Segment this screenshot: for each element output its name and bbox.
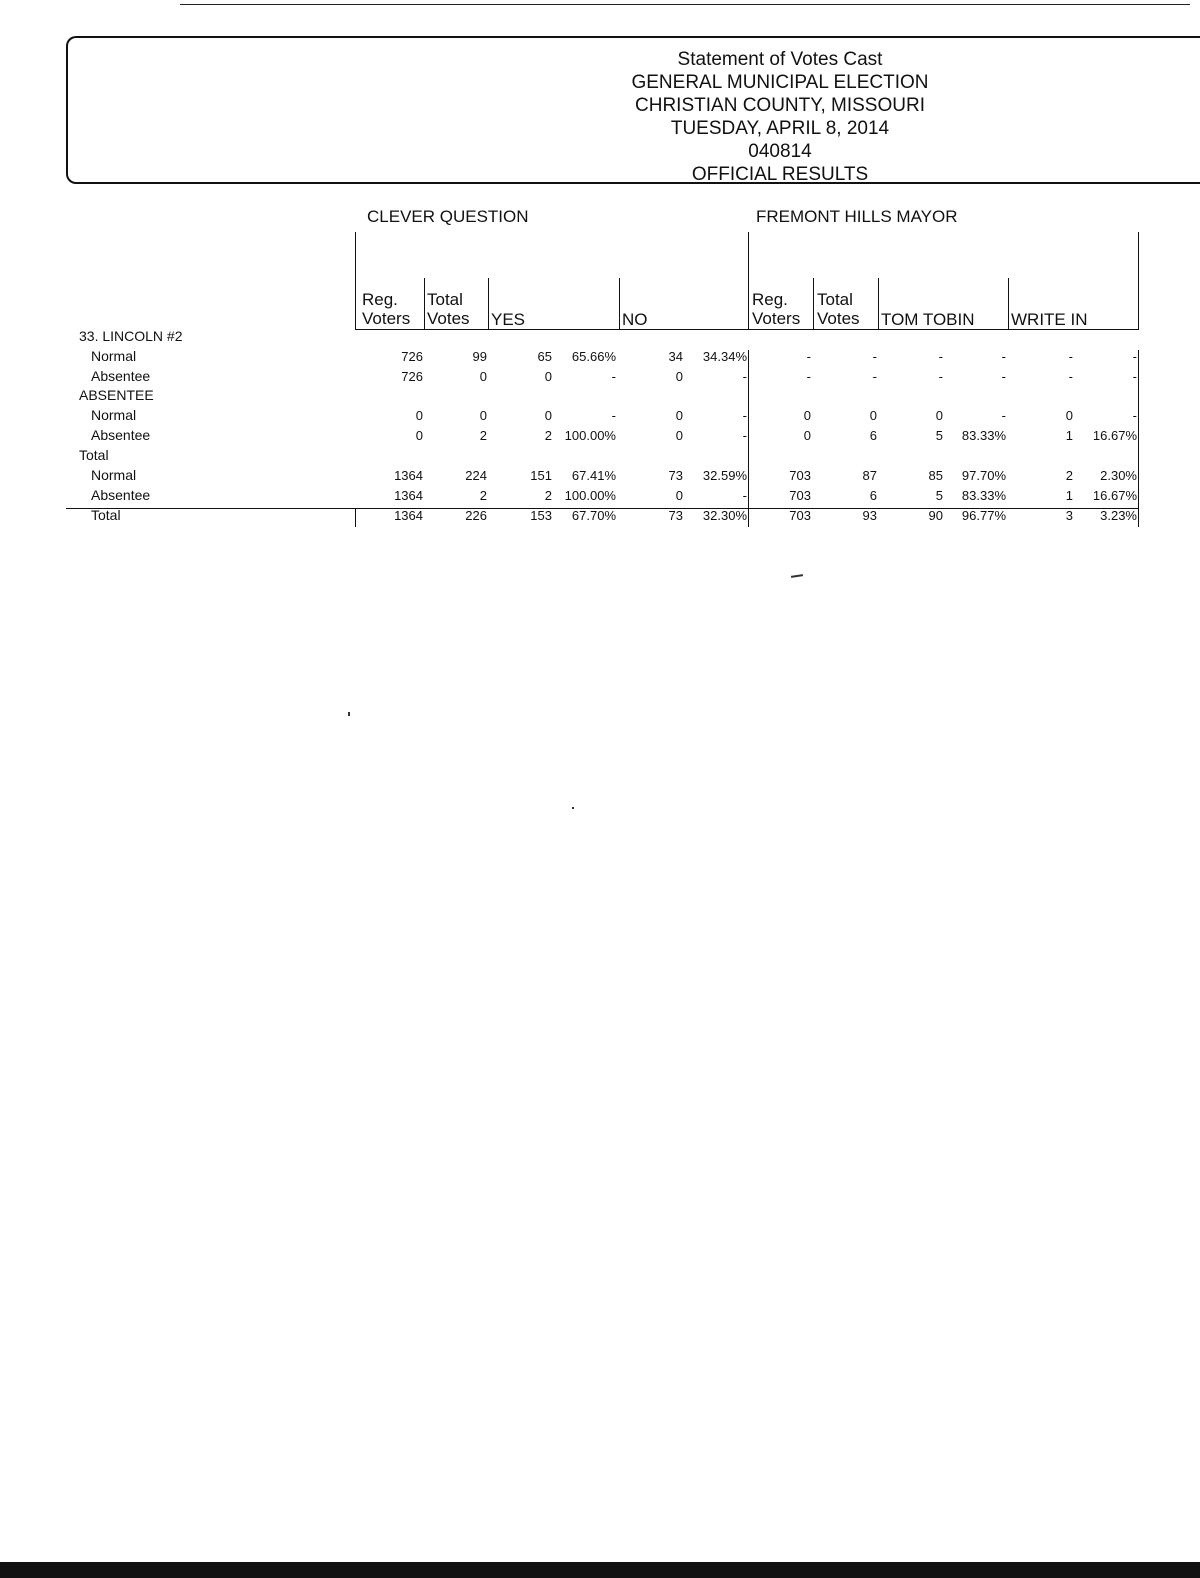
fremont-hills-mayor-title: FREMONT HILLS MAYOR bbox=[756, 207, 958, 226]
table-cell: 0 bbox=[803, 428, 811, 443]
table-cell: 83.33% bbox=[961, 428, 1006, 443]
clever-reg-voters-header bbox=[362, 290, 410, 328]
table-cell: 1364 bbox=[394, 468, 423, 483]
scan-artifact bbox=[791, 574, 803, 578]
fremont-reg-voters-header bbox=[752, 290, 800, 328]
table-cell: - bbox=[742, 428, 747, 443]
table-cell: 726 bbox=[401, 369, 423, 384]
table-cell: 0 bbox=[803, 408, 811, 423]
table-cell: - bbox=[611, 369, 616, 384]
table-cell: 93 bbox=[862, 508, 877, 523]
table-cell: - bbox=[1068, 349, 1073, 364]
table-cell: 0 bbox=[415, 428, 423, 443]
table-cell: - bbox=[611, 408, 616, 423]
table-cell: - bbox=[742, 488, 747, 503]
table-cell: 1 bbox=[1065, 428, 1073, 443]
table-cell: 100.00% bbox=[564, 488, 616, 503]
header-underline bbox=[355, 329, 1138, 330]
tom-tobin-header: TOM TOBIN bbox=[881, 310, 975, 329]
table-cell: 6 bbox=[869, 488, 877, 503]
header-line: CHRISTIAN COUNTY, MISSOURI bbox=[635, 95, 925, 116]
header-text: Total bbox=[817, 290, 853, 309]
table-cell: 65 bbox=[537, 349, 552, 364]
col-divider bbox=[813, 278, 814, 330]
row-label: Absentee bbox=[91, 368, 151, 384]
table-cell: 6 bbox=[869, 428, 877, 443]
col-divider bbox=[488, 278, 489, 330]
row-group-label: ABSENTEE bbox=[79, 387, 154, 403]
table-cell: - bbox=[938, 349, 943, 364]
col-divider bbox=[1138, 232, 1139, 330]
table-cell: - bbox=[806, 349, 811, 364]
clever-total-votes-header bbox=[427, 290, 470, 328]
table-cell: 0 bbox=[935, 408, 943, 423]
table-cell: 1 bbox=[1065, 488, 1073, 503]
table-cell: - bbox=[1132, 369, 1137, 384]
row-label: Absentee bbox=[91, 427, 151, 443]
table-cell: - bbox=[742, 369, 747, 384]
table-cell: 100.00% bbox=[564, 428, 616, 443]
table-cell: 32.30% bbox=[702, 508, 747, 523]
table-cell: 703 bbox=[789, 468, 811, 483]
table-cell: 2 bbox=[1065, 468, 1073, 483]
table-cell: 0 bbox=[479, 408, 487, 423]
table-cell: 151 bbox=[530, 468, 552, 483]
table-cell: 703 bbox=[789, 488, 811, 503]
header-line: Statement of Votes Cast bbox=[677, 49, 883, 70]
table-cell: 32.59% bbox=[702, 468, 747, 483]
table-cell: 16.67% bbox=[1092, 428, 1137, 443]
table-cell: 2.30% bbox=[1100, 468, 1137, 483]
row-label: Normal bbox=[91, 407, 137, 423]
row-label: Total bbox=[91, 507, 121, 523]
table-cell: 90 bbox=[928, 508, 943, 523]
table-cell: 97.70% bbox=[961, 468, 1006, 483]
table-cell: 5 bbox=[935, 428, 943, 443]
table-cell: 96.77% bbox=[961, 508, 1006, 523]
header-text: Voters bbox=[362, 309, 411, 328]
table-cell: 2 bbox=[479, 488, 487, 503]
table-cell: 0 bbox=[415, 408, 423, 423]
col-divider bbox=[1008, 278, 1009, 330]
report-header bbox=[560, 48, 1000, 186]
table-cell: 83.33% bbox=[961, 488, 1006, 503]
table-cell: 2 bbox=[544, 428, 552, 443]
header-line: GENERAL MUNICIPAL ELECTION bbox=[631, 72, 929, 93]
table-cell: - bbox=[806, 369, 811, 384]
table-cell: 726 bbox=[401, 349, 423, 364]
table-cell: 85 bbox=[928, 468, 943, 483]
table-cell: 0 bbox=[675, 369, 683, 384]
table-cell: 99 bbox=[472, 349, 487, 364]
scan-bottom-edge bbox=[0, 1562, 1200, 1578]
header-line: OFFICIAL RESULTS bbox=[691, 164, 869, 185]
table-cell: 65.66% bbox=[571, 349, 616, 364]
clever-question-title: CLEVER QUESTION bbox=[367, 207, 529, 226]
table-cell: 5 bbox=[935, 488, 943, 503]
scan-artifact bbox=[348, 712, 350, 716]
table-cell: - bbox=[872, 369, 877, 384]
table-cell: 34.34% bbox=[702, 349, 747, 364]
clever-no-header: NO bbox=[622, 310, 648, 329]
col-divider bbox=[878, 278, 879, 330]
header-line: 040814 bbox=[748, 141, 812, 162]
table-cell: 153 bbox=[530, 508, 552, 523]
table-cell: 3 bbox=[1065, 508, 1073, 523]
col-divider bbox=[619, 278, 620, 330]
table-cell: 0 bbox=[544, 408, 552, 423]
table-cell: 1364 bbox=[394, 488, 423, 503]
table-cell: 703 bbox=[789, 508, 811, 523]
header-text: Total bbox=[427, 290, 463, 309]
clever-yes-header: YES bbox=[491, 310, 526, 329]
table-cell: - bbox=[938, 369, 943, 384]
table-cell: 0 bbox=[675, 408, 683, 423]
header-text: Voters bbox=[752, 309, 801, 328]
row-label: Normal bbox=[91, 348, 137, 364]
table-cell: - bbox=[1001, 408, 1006, 423]
header-text: Reg. bbox=[362, 290, 398, 309]
header-text: Votes bbox=[817, 309, 860, 328]
col-divider bbox=[748, 232, 749, 330]
table-cell: 0 bbox=[479, 369, 487, 384]
table-cell: 73 bbox=[668, 508, 683, 523]
table-cell: 1364 bbox=[394, 508, 423, 523]
table-cell: 67.41% bbox=[571, 468, 616, 483]
table-cell: - bbox=[1132, 349, 1137, 364]
page-top-rule bbox=[180, 4, 1190, 5]
fremont-total-votes-header bbox=[817, 290, 860, 328]
table-cell: - bbox=[1001, 349, 1006, 364]
table-cell: 67.70% bbox=[571, 508, 616, 523]
table-cell: - bbox=[1068, 369, 1073, 384]
table-cell: 0 bbox=[675, 428, 683, 443]
table-cell: 0 bbox=[675, 488, 683, 503]
table-cell: - bbox=[742, 408, 747, 423]
table-cell: 2 bbox=[479, 428, 487, 443]
table-cell: 0 bbox=[1065, 408, 1073, 423]
row-label: Normal bbox=[91, 467, 137, 483]
table-cell: 0 bbox=[544, 369, 552, 384]
row-group-label: Total bbox=[79, 447, 109, 463]
section-divider bbox=[1138, 350, 1139, 527]
row-group-label: 33. LINCOLN #2 bbox=[79, 328, 183, 344]
table-cell: 3.23% bbox=[1100, 508, 1137, 523]
scan-artifact bbox=[572, 807, 574, 809]
table-cell: 73 bbox=[668, 468, 683, 483]
header-text: Reg. bbox=[752, 290, 788, 309]
table-cell: 0 bbox=[869, 408, 877, 423]
table-cell: - bbox=[1132, 408, 1137, 423]
row-label: Absentee bbox=[91, 487, 151, 503]
table-cell: 34 bbox=[668, 349, 683, 364]
table-cell: 2 bbox=[544, 488, 552, 503]
table-cell: 16.67% bbox=[1092, 488, 1137, 503]
write-in-header: WRITE IN bbox=[1011, 310, 1088, 329]
col-divider bbox=[355, 232, 356, 330]
table-cell: 87 bbox=[862, 468, 877, 483]
col-divider bbox=[424, 278, 425, 330]
table-cell: 226 bbox=[465, 508, 487, 523]
table-cell: - bbox=[872, 349, 877, 364]
table-cell: - bbox=[1001, 369, 1006, 384]
header-line: TUESDAY, APRIL 8, 2014 bbox=[670, 118, 890, 139]
header-text: Votes bbox=[427, 309, 470, 328]
table-cell: 224 bbox=[465, 468, 487, 483]
